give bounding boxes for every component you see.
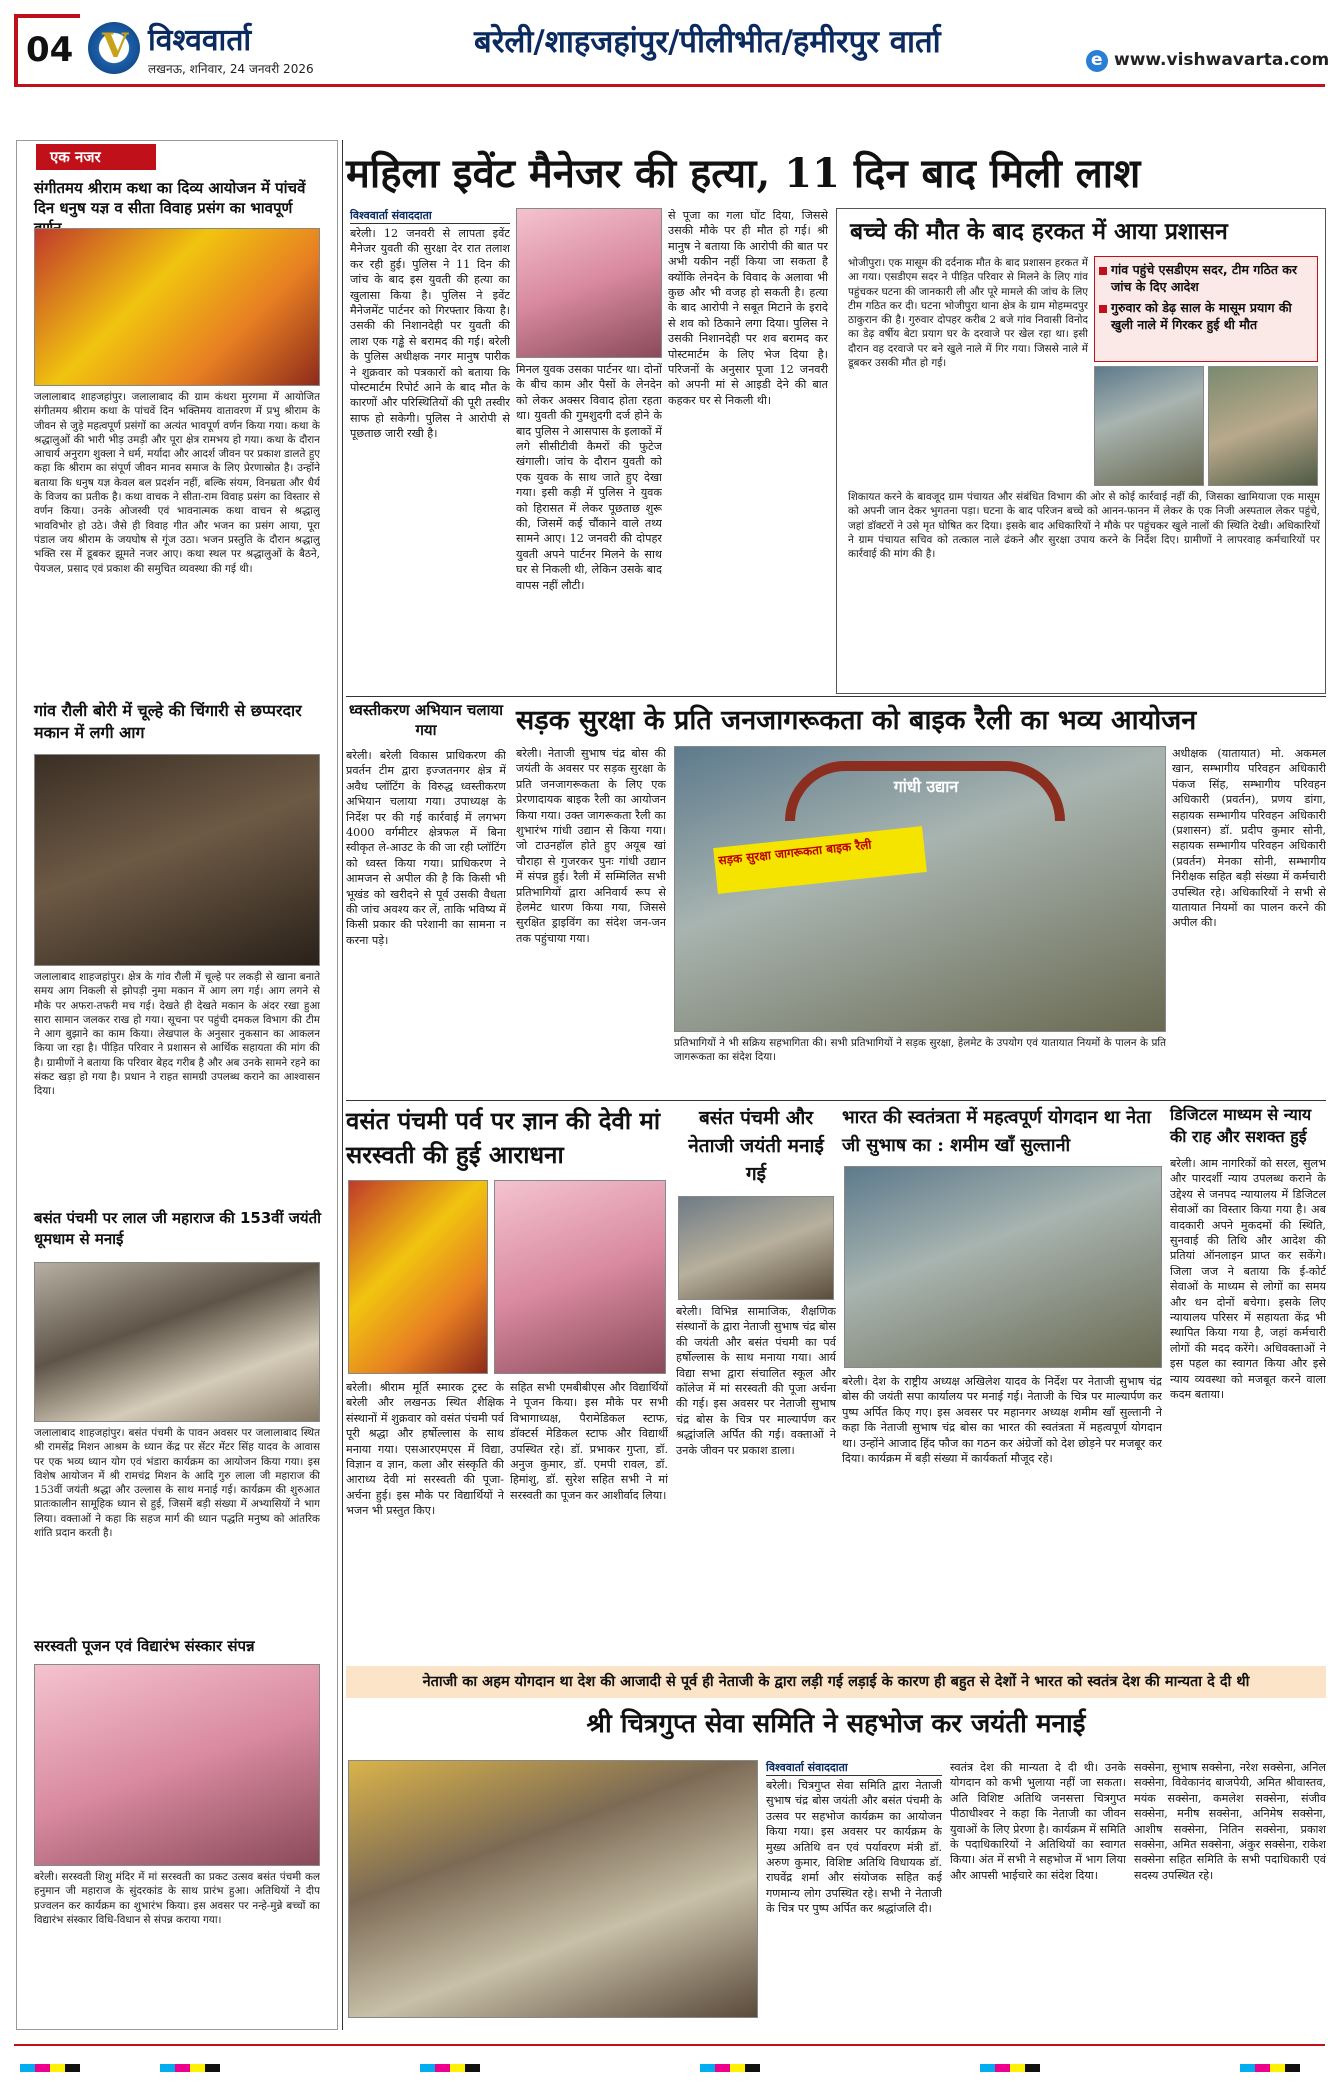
bullet-1: गांव पहुंचे एसडीएम सदर, टीम गठित कर जांच के दिए आदेश: [1099, 261, 1313, 295]
color-bar: [420, 2064, 480, 2072]
rally-caption: प्रतिभागियों ने भी सक्रिय सहभागिता की। सभी प्रतिभागियों ने सड़क सुरक्षा, हेलमेट के उपयोग एवं यातायात नियमों के पालन के प्रति जागरूकता का संदेश दिया।: [674, 1037, 1166, 1064]
color-bar: [980, 2064, 1040, 2072]
footer-line: [14, 2044, 1325, 2046]
child-body-top: भोजीपुरा। एक मासूम की दर्दनाक मौत के बाद प्रशासन हरकत में आ गया। एसडीएम सदर ने पीड़ित परिवार से मिलने के लिए गांव पहुंचकर घटना की जानकारी ली और पूरे मामले की जांच के लिए टीम गठित कर दी। घटना भोजीपुरा थाना क्षेत्र के ग्राम मोहम्मदपुर ठाकुरान की है। गुरुवार दोपहर करीब 2 बजे गांव निवासी विनोद का डेढ़ वर्षीय बेटा प्रयाग घर के दरवाजे पर खेल रहा था। इसी दौरान वह दरवाजे पर बने खुले नाले में गिर गया। जिससे नाले में डूबकर उसकी मौत हो गई।: [848, 257, 1088, 370]
chitragupt-col2: स्वतंत्र देश की मान्यता दे दी थी। उनके योगदान को कभी भुलाया नहीं जा सकता। अति विशिष्ट अतिथि जनसत्ता चित्रगुप्त पीठाधीश्वर ने कहा कि नेताजी का जीवन युवाओं के लिए प्रेरणा है। कार्यक्रम में समिति के पदाधिकारियों ने अतिथियों का स्वागत किया। अंत में सभी ने सहभोज में भाग लिया और आपसी भाईचारे का संदेश दिया।: [950, 1761, 1126, 1882]
rally-sign: सड़क सुरक्षा जागरूकता बाइक रैली: [713, 826, 927, 894]
bullet-icon: [1099, 267, 1107, 275]
color-bar: [1240, 2064, 1300, 2072]
basant-col2: सहित सभी एमबीबीएस और विद्यार्थियों ने पूजन किया। इस मौके पर सभी विभागाध्यक्ष, पैरामेडिकल स्टाफ, डॉक्टर्स मेडिकल स्टाफ और विद्यार्थी उपस्थित रहे। डॉ. प्रभाकर गुप्ता, डॉ. अनुज कुमार, डॉ. एमपी रावल, डॉ. हिमांशु, डॉ. सुरेश सहित सभी ने मां सरस्वती का पूजन कर आशीर्वाद लिया।: [510, 1381, 668, 1502]
story4-body: बरेली। सरस्वती शिशु मंदिर में मां सरस्वती का प्रकट उत्सव बसंत पंचमी कल हनुमान जी महाराज के सुंदरकांड के साथ प्रारंभ हुआ। अतिथियों ने दीप प्रज्वलन कर कार्यक्रम का शुभारंभ किया। इस अवसर पर नन्हे-मुन्ने बच्चों का विद्यारंभ संस्कार विधि-विधान से संपन्न कराया गया।: [34, 1871, 320, 1926]
murder-col2: मिनल युवक उसका पार्टनर था। दोनों के बीच काम और पैसों के लेनदेन को लेकर अक्सर विवाद होता रहता था। युवती की गुमशुदगी दर्ज होने के बाद पुलिस ने आसपास के इलाकों में लगे सीसीटीवी कैमरों की फुटेज खंगाली। जांच के दौरान युवती को एक युवक के साथ जाते हुए देखा गया। इसी कड़ी में पुलिस ने युवक को हिरासत में लेकर पूछताछ शुरू की, जिसमें कई चौंकाने वाले तथ्य सामने आए। 12 जनवरी की दोपहर युवती अपने पार्टनर मिलने के साथ घर से निकली थी, लेकिन उसके बाद वापस नहीं लौटी।: [516, 363, 662, 592]
story1-photo: [34, 228, 320, 386]
basant-photo-2: [494, 1180, 666, 1374]
basant-photo-1: [348, 1180, 488, 1374]
chitragupt-photo: [348, 1760, 758, 2018]
rally-photo: [674, 746, 1166, 1032]
rally-headline: सड़क सुरक्षा के प्रति जनजागरूकता को बाइक रैली का भव्य आयोजन: [516, 705, 1197, 736]
website-link[interactable]: www.vishwavarta.com: [1114, 50, 1330, 70]
chitragupt-col1: बरेली। चित्रगुप्त सेवा समिति द्वारा नेताजी सुभाष चंद्र बोस जयंती और बसंत पंचमी के उत्सव पर सहभोज कार्यक्रम का आयोजन किया गया। इस अवसर पर कार्यक्रम के मुख्य अतिथि वन एवं पर्यावरण मंत्री डॉ. अरुण कुमार, विशिष्ट अतिथि विधायक डॉ. राघवेंद्र शर्मा और संयोजक सहित कई गणमान्य लोग उपस्थित रहे। सभी ने नेताजी के चित्र पर पुष्प अर्पित कर श्रद्धांजलि दी।: [766, 1779, 942, 1916]
deforest-headline: ध्वस्तीकरण अभियान चलाया गया: [348, 701, 504, 739]
rally-col1: बरेली। नेताजी सुभाष चंद्र बोस की जयंती के अवसर पर सड़क सुरक्षा के प्रति जनजागरूकता के लिए एक प्रेरणादायक बाइक रैली का आयोजन किया गया। उक्त जागरूकता रैली का शुभारंभ गांधी उद्यान से किया गया। जो टाउनहॉल होते हुए अयूब खां चौराहा से गुजरकर पुनः गांधी उद्यान में संपन्न हुई। रैली में सम्मिलित सभी प्रतिभागियों द्वारा अनिवार्य रूप से हेलमेट धारण किया गया, जिससे सुरक्षित ड्राइविंग का संदेश जन-जन तक पहुंचाया गया।: [516, 747, 666, 945]
netaji-short-headline: बसंत पंचमी और नेताजी जयंती मनाई गई: [688, 1107, 824, 1185]
freedom-body: बरेली। देश के राष्ट्रीय अध्यक्ष अखिलेश यादव के निर्देश पर नेताजी सुभाष चंद्र बोस की जयंती सपा कार्यालय पर मनाई गई। नेताजी के चित्र पर माल्यार्पण कर पुष्प अर्पित किए गए। इस अवसर पर महानगर अध्यक्ष शमीम खाँ सुल्तानी ने कहा कि नेताजी सुभाष चंद्र बोस का भारत की स्वतंत्रता में महत्वपूर्ण योगदान था। उन्होंने आजाद हिंद फौज का गठन कर अंग्रेजों को देश छोड़ने पर मजबूर कर दिया। कार्यक्रम में बड़ी संख्या में कार्यकर्ता मौजूद रहे।: [842, 1375, 1162, 1466]
main-headline: महिला इवेंट मैनेजर की हत्या, 11 दिन बाद मिली लाश: [346, 150, 1141, 197]
rally-banner: गांधी उद्यान: [893, 777, 959, 796]
masthead-rule: [14, 84, 1325, 87]
column-rule: [342, 140, 343, 2030]
story3-photo: [34, 1262, 320, 1422]
edition-line: लखनऊ, शनिवार, 24 जनवरी 2026: [148, 62, 314, 76]
chitragupt-byline: विश्ववार्ता संवाददाता: [766, 1760, 942, 1776]
digital-headline: डिजिटल माध्यम से न्याय की राह और सशक्त हुई: [1170, 1105, 1312, 1146]
chitragupt-col3: सक्सेना, सुभाष सक्सेना, नरेश सक्सेना, अनिल सक्सेना, विवेकानंद बाजपेयी, अमित श्रीवास्तव, मयंक सक्सेना, कमलेश सक्सेना, संजीव सक्सेना, मनीष सक्सेना, अनिमेष सक्सेना, आशीष सक्सेना, नितिन सक्सेना, प्रकाश सक्सेना, अमित सक्सेना, अंकुर सक्सेना, राकेश सक्सेना सहित समिति के सभी पदाधिकारी एवं सदस्य उपस्थित रहे।: [1134, 1761, 1326, 1882]
color-bar: [700, 2064, 760, 2072]
child-bullets-box: [1094, 256, 1318, 362]
story2-headline: गांव रौली बोरी में चूल्हे की चिंगारी से छप्परदार मकान में लगी आग: [34, 701, 302, 742]
section-title: बरेली/शाहजहांपुर/पीलीभीत/हमीरपुर वार्ता: [474, 24, 941, 60]
web-icon: e: [1086, 50, 1108, 72]
netaji-short-photo: [678, 1196, 834, 1300]
chitragupt-headline: श्री चित्रगुप्त सेवा समिति ने सहभोज कर जयंती मनाई: [586, 1709, 1086, 1739]
bullet-2: गुरुवार को डेढ़ साल के मासूम प्रयाग की खुली नाले में गिरकर हुई थी मौत: [1099, 299, 1313, 333]
footer-strip: [0, 2044, 1339, 2087]
story4-photo: [34, 1664, 320, 1866]
masthead: [14, 14, 1330, 84]
freedom-headline: भारत की स्वतंत्रता में महत्वपूर्ण योगदान था नेता जी सुभाष का : शमीम खाँ सुल्तानी: [842, 1107, 1152, 1156]
basant-col1: बरेली। श्रीराम मूर्ति स्मारक ट्रस्ट के बरेली और लखनऊ स्थित शैक्षिक संस्थानों में शुक्रवार को वसंत पंचमी पर्व पूरी श्रद्धा और हर्षोल्लास के साथ मनाया गया। एसआरएमएस में विद्या, विज्ञान व ज्ञान, कला और संस्कृति की आराध्य देवी मां सरस्वती की पूजा-अर्चना हुई। इस मौके पर विद्यार्थियों ने भजन भी प्रस्तुत किए।: [346, 1381, 504, 1518]
bullet-icon: [1099, 305, 1107, 313]
story1-body: जलालाबाद शाहजहांपुर। जलालाबाद की ग्राम कंथरा मुरगमा में आयोजित संगीतमय श्रीराम कथा के पांचवें दिन भक्तिमय वातावरण में प्रभु श्रीराम के जीवन से जुड़े महत्वपूर्ण प्रसंगों का अत्यंत भावपूर्ण वर्णन किया गया। कथा के श्रद्धालुओं की भारी भीड़ उमड़ी और पूरा क्षेत्र रामभय हो गया। कथा के दौरान आचार्य अनुराग शुक्ला ने धर्म, मर्यादा और आदर्श जीवन पर प्रकाश डालते हुए कहा कि श्रीराम का संपूर्ण जीवन मानव समाज के लिए प्रेरणास्रोत है। उन्होंने बताया कि धनुष यज्ञ केवल बल प्रदर्शन नहीं, बल्कि संयम, विनम्रता और धैर्य के विजय का प्रतीक है। कथा वाचक ने सीता-राम विवाह प्रसंग का विस्तार से वर्णन किया। उनके ओजस्वी एवं भावनात्मक कथा वाचन से श्रद्धालु भावविभोर हो उठे। जैसे ही विवाह गीत और भजन का प्रसंग आया, पूरा पंडाल जय श्रीराम के जयघोष से गूंज उठा। भजन प्रस्तुति के दौरान श्रद्धालु भक्ति रस में डूबकर झूमते नजर आए। कथा स्थल पर श्रद्धालुओं के बैठने, पेयजल, प्रसाद एवं प्रकाश की समुचित व्यवस्था की गई थी।: [34, 391, 320, 575]
logo-icon: V: [88, 22, 140, 74]
page-number-box: [14, 14, 80, 84]
paper-name: विश्ववार्ता: [148, 23, 252, 58]
basant-headline: वसंत पंचमी पर्व पर ज्ञान की देवी मां सरस्वती की हुई आराधना: [346, 1106, 661, 1169]
quote-strip: नेताजी का अहम योगदान था देश की आजादी से पूर्व ही नेताजी के द्वारा लड़ी गई लड़ाई के कारण ही बहुत से देशों ने भारत को स्वतंत्र देश की मान्यता दे दी थी: [346, 1666, 1326, 1698]
murder-victim-photo: [516, 208, 662, 358]
deforest-body: बरेली। बरेली विकास प्राधिकरण की प्रवर्तन टीम द्वारा इज्जतनगर क्षेत्र में अवैध प्लॉटिंग के विरुद्ध ध्वस्तीकरण अभियान चलाया गया। उपाध्यक्ष के निर्देश पर की गई कार्रवाई में लगभग 4000 वर्गमीटर क्षेत्रफल में बिना स्वीकृत ले-आउट के की जा रही प्लॉटिंग को ध्वस्त किया गया। प्राधिकरण ने आमजन से अपील की है कि किसी भी भूखंड को खरीदने से पूर्व उसकी वैधता की जांच अवश्य कर लें, ताकि भविष्य में किसी प्रकार की परेशानी का सामना न करना पड़े।: [346, 749, 506, 947]
child-photo-1: [1094, 366, 1204, 486]
murder-col1: बरेली। 12 जनवरी से लापता इवेंट मैनेजर युवती की सुरक्षा देर रात तलाश कर रही हुई। पुलिस ने 11 दिन की जांच के बाद इस युवती की हत्या का खुलासा किया है। पुलिस ने इवेंट मैनेजमेंट पार्टनर को गिरफ्तार किया है। उसकी की निशानदेही पर युवती की लाश एक गड्ढे से बरामद की गई। बरेली के पुलिस अधीक्षक नगर मानुष पारीक ने शुक्रवार को पत्रकारों को बताया कि पोस्टमार्टम रिपोर्ट आने के बाद मौत के कारणों और परिस्थितियों की पूरी तस्वीर साफ हो सकेगी। पुलिस ने आरोपी से पूछताछ जारी रखी है।: [350, 227, 510, 441]
story3-headline: बसंत पंचमी पर लाल जी महाराज की 153वीं जयंती धूमधाम से मनाई: [34, 1209, 322, 1248]
freedom-photo: [844, 1166, 1162, 1368]
netaji-short-body: बरेली। विभिन्न सामाजिक, शैक्षणिक संस्थानों के द्वारा नेताजी सुभाष चंद्र बोस की जयंती और बसंत पंचमी का पर्व हर्षोल्लास के साथ मनाया गया। आर्य विद्या सभा द्वारा संचालित स्कूल और कॉलेज में मां सरस्वती की पूजा अर्चना की गई। इस अवसर पर नेताजी सुभाष चंद्र बोस के चित्र पर माल्यार्पण कर श्रद्धांजलि अर्पित की गई। वक्ताओं ने उनके जीवन पर प्रकाश डाला।: [676, 1305, 836, 1457]
color-bar: [20, 2064, 80, 2072]
child-headline: बच्चे की मौत के बाद हरकत में आया प्रशासन: [850, 218, 1228, 245]
story4-headline: सरस्वती पूजन एवं विद्यारंभ संस्कार संपन्न: [34, 1637, 255, 1655]
story1-headline: संगीतमय श्रीराम कथा का दिव्य आयोजन में पांचवें दिन धनुष यज्ञ व सीता विवाह प्रसंग का भावपूर्ण: [34, 179, 306, 217]
column-rule: [346, 696, 1326, 697]
child-photo-2: [1208, 366, 1318, 486]
murder-col3: से पूजा का गला घोंट दिया, जिससे उसकी मौके पर ही मौत हो गई। श्री मानुष ने बताया कि आरोपी की बात पर अभी यकीन नहीं किया जा सकता है क्योंकि लेनदेन के विवाद के अलावा भी कुछ और भी वजह हो सकती है। हत्या के बाद आरोपी ने सबूत मिटाने के इरादे से शव को ठिकाने लगा दिया। पुलिस ने उसकी निशानदेही पर शव बरामद कर पोस्टमार्टम के लिए भेज दिया है। परिजनों के अनुसार पूजा 12 जनवरी को अपनी मां से आइडी देने की बात कहकर घर से निकली थी।: [668, 209, 828, 407]
child-body-bottom: शिकायत करने के बावजूद ग्राम पंचायत और संबंधित विभाग की ओर से कोई कार्रवाई नहीं की, जिसका खामियाजा एक मासूम को अपनी जान देकर भुगतना पड़ा। घटना के बाद परिजन बच्चे को आनन-फानन में लेकर के एक निजी अस्पताल लेकर पहुंचे, जहां डॉक्टरों ने उसे मृत घोषित कर दिया। इसके बाद अधिकारियों ने मौके पर पहुंचकर खुले नालों की स्थिति देखी। अधिकारियों ने ग्राम पंचायत सचिव को तत्काल नाले ढंकने और सुरक्षा उपाय करने के निर्देश दिए। ग्रामीणों ने लापरवाह कर्मचारियों पर कार्रवाई की मांग की है।: [848, 491, 1320, 561]
rally-col3: अधीक्षक (यातायात) मो. अकमल खान, सम्भागीय परिवहन अधिकारी पंकज सिंह, सम्भागीय परिवहन अधिकारी (प्रवर्तन), प्रणय डांगा, सहायक सम्भागीय परिवहन अधिकारी (प्रशासन) डॉ. प्रदीप कुमार सोनी, सहायक सम्भागीय परिवहन अधिकारी (प्रवर्तन) मेनका सोनी, सम्भागीय निरीक्षक सहित बड़ी संख्या में कर्मचारी उपस्थित रहे। अधिकारियों ने सभी से यातायात नियमों का पालन करने की अपील की।: [1172, 747, 1326, 930]
murder-byline: विश्ववार्ता संवाददाता: [350, 208, 510, 224]
page-number: 04: [26, 30, 74, 70]
story2-photo: [34, 754, 320, 966]
column-rule: [346, 1100, 1326, 1101]
story2-body: जलालाबाद शाहजहांपुर। क्षेत्र के गांव रौली में चूल्हे पर लकड़ी से खाना बनाते समय आग निकली से झोपड़ी नुमा मकान में आग लग गई। आग लगने से मौके पर अफरा-तफरी मच गई। देखते ही देखते मकान के अंदर रखा हुआ सारा सामान जलकर राख हो गया। सूचना पर पहुंची दमकल विभाग की टीम ने आग बुझाने का काम किया। लेखपाल के अनुसार नुकसान का आकलन किया जा रहा है। पीड़ित परिवार ने प्रशासन से आर्थिक सहायता की मांग की है। ग्रामीणों ने बताया कि परिवार बेहद गरीब है और अब उनके सामने रहने का संकट खड़ा हो गया है। प्रधान ने राहत सामग्री उपलब्ध कराने का आश्वासन दिया।: [34, 971, 320, 1098]
story3-body: जलालाबाद शाहजहांपुर। बसंत पंचमी के पावन अवसर पर जलालाबाद स्थित श्री रामसेंद्र मिशन आश्रम के ध्यान केंद्र पर सेंटर मेंटर सिंह यादव के आवास पर एक भव्य ध्यान योग एवं भंडारा कार्यक्रम का आयोजन किया गया। इस विशेष आयोजन में श्री रामचंद्र मिशन के आदि गुरु लाला जी महाराज की 153वीं जयंती श्रद्धा और उल्लास के साथ मनाई गई। कार्यक्रम की शुरुआत प्रातःकालीन सामूहिक ध्यान से हुई, जिसमें बड़ी संख्या में अभ्यासियों ने भाग लिया। वक्ताओं ने कहा कि सहज मार्ग की ध्यान पद्धति मनुष्य को आंतरिक शांति प्रदान करती है।: [34, 1427, 320, 1540]
section-tag: एक नजर: [36, 144, 156, 170]
digital-body: बरेली। आम नागरिकों को सरल, सुलभ और पारदर्शी न्याय उपलब्ध कराने के उद्देश्य से जनपद न्यायालय में डिजिटल सेवाओं का विस्तार किया गया है। अब वादकारी अपने मुकदमों की स्थिति, सुनवाई की तिथि और आदेश की प्रतियां ऑनलाइन प्राप्त कर सकेंगे। जिला जज ने बताया कि ई-कोर्ट सेवाओं के माध्यम से लोगों का समय और धन दोनों बचेगा। इसके लिए न्यायालय परिसर में सहायता केंद्र भी स्थापित किया गया है, जहां कर्मचारी लोगों की मदद करेंगे। अधिवक्ताओं ने इस पहल का स्वागत किया और इसे न्याय व्यवस्था को मजबूत करने वाला कदम बताया।: [1170, 1157, 1326, 1402]
color-bar: [160, 2064, 220, 2072]
